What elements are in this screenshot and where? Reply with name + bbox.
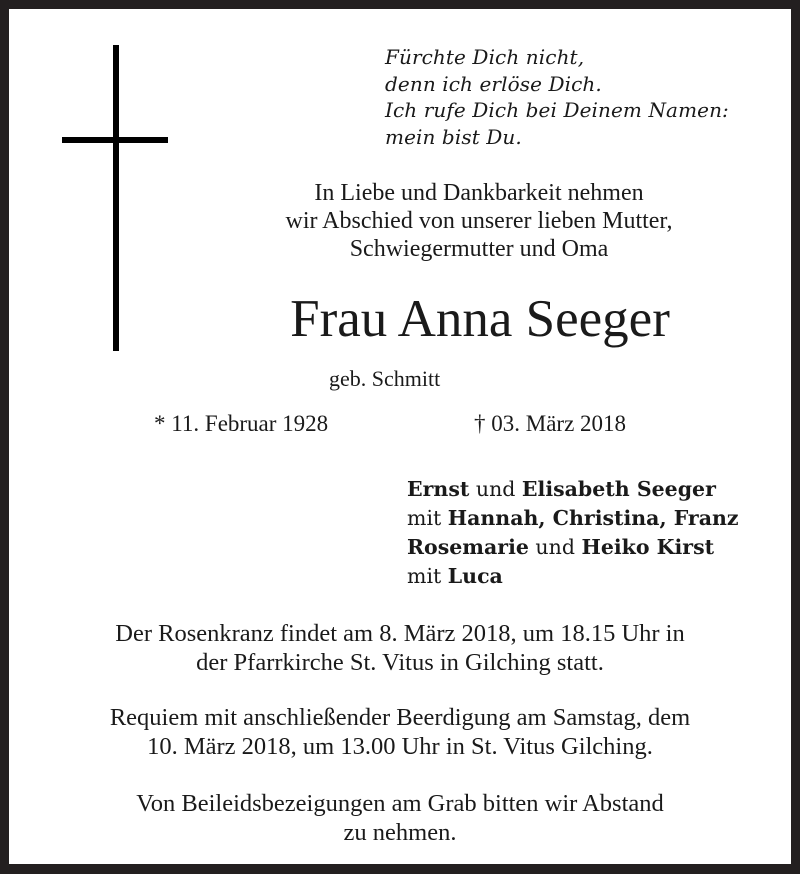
bible-verse — [385, 44, 729, 150]
mourners-list — [407, 475, 739, 591]
connector-text: und — [469, 477, 522, 501]
intro-text — [209, 179, 749, 263]
birth-name: geb. Schmitt — [329, 366, 441, 391]
requiem-info — [0, 703, 800, 761]
mourner-line — [407, 562, 739, 591]
requiem-line: Requiem mit anschließender Beerdigung am Samstag, dem — [109, 704, 691, 731]
verse-line: denn ich erlöse Dich. — [385, 71, 602, 96]
connector-text: mit — [407, 564, 448, 588]
condolence-request — [0, 789, 800, 847]
death-date: † 03. März 2018 — [474, 411, 627, 436]
connector-text: mit — [407, 506, 448, 530]
birth-date: * 11. Februar 1928 — [154, 411, 329, 436]
mourner-name: Elisabeth Seeger — [521, 477, 716, 501]
mourner-name: Ernst — [407, 477, 470, 501]
rosary-info — [0, 619, 800, 677]
mourner-name: Rosemarie — [407, 535, 529, 559]
verse-line: Ich rufe Dich bei Deinem Namen: — [385, 98, 729, 122]
mourner-name: Luca — [447, 564, 503, 588]
verse-line: Fürchte Dich nicht, — [385, 45, 585, 69]
cross-horizontal-bar — [62, 137, 168, 143]
intro-line: wir Abschied von unserer lieben Mutter, — [285, 208, 673, 234]
intro-line: Schwiegermutter und Oma — [349, 236, 609, 262]
obituary-notice — [9, 9, 791, 864]
mourner-line — [407, 504, 739, 533]
deceased-name: Frau Anna Seeger — [290, 290, 670, 348]
verse-line: mein bist Du. — [385, 124, 522, 149]
condolence-line: zu nehmen. — [343, 819, 457, 846]
mourner-name: Hannah, Christina, Franz — [447, 506, 739, 530]
condolence-line: Von Beileidsbezeigungen am Grab bitten wir Abstand — [136, 790, 664, 817]
mourner-line — [407, 533, 739, 562]
connector-text: und — [528, 535, 582, 559]
intro-line: In Liebe und Dankbarkeit nehmen — [314, 180, 644, 206]
mourner-line — [407, 475, 739, 504]
requiem-line: 10. März 2018, um 13.00 Uhr in St. Vitus Gilching. — [147, 733, 653, 760]
rosary-line: der Pfarrkirche St. Vitus in Gilching statt. — [196, 649, 604, 676]
mourner-name: Heiko Kirst — [581, 535, 715, 559]
rosary-line: Der Rosenkranz findet am 8. März 2018, um 18.15 Uhr in — [115, 620, 685, 647]
